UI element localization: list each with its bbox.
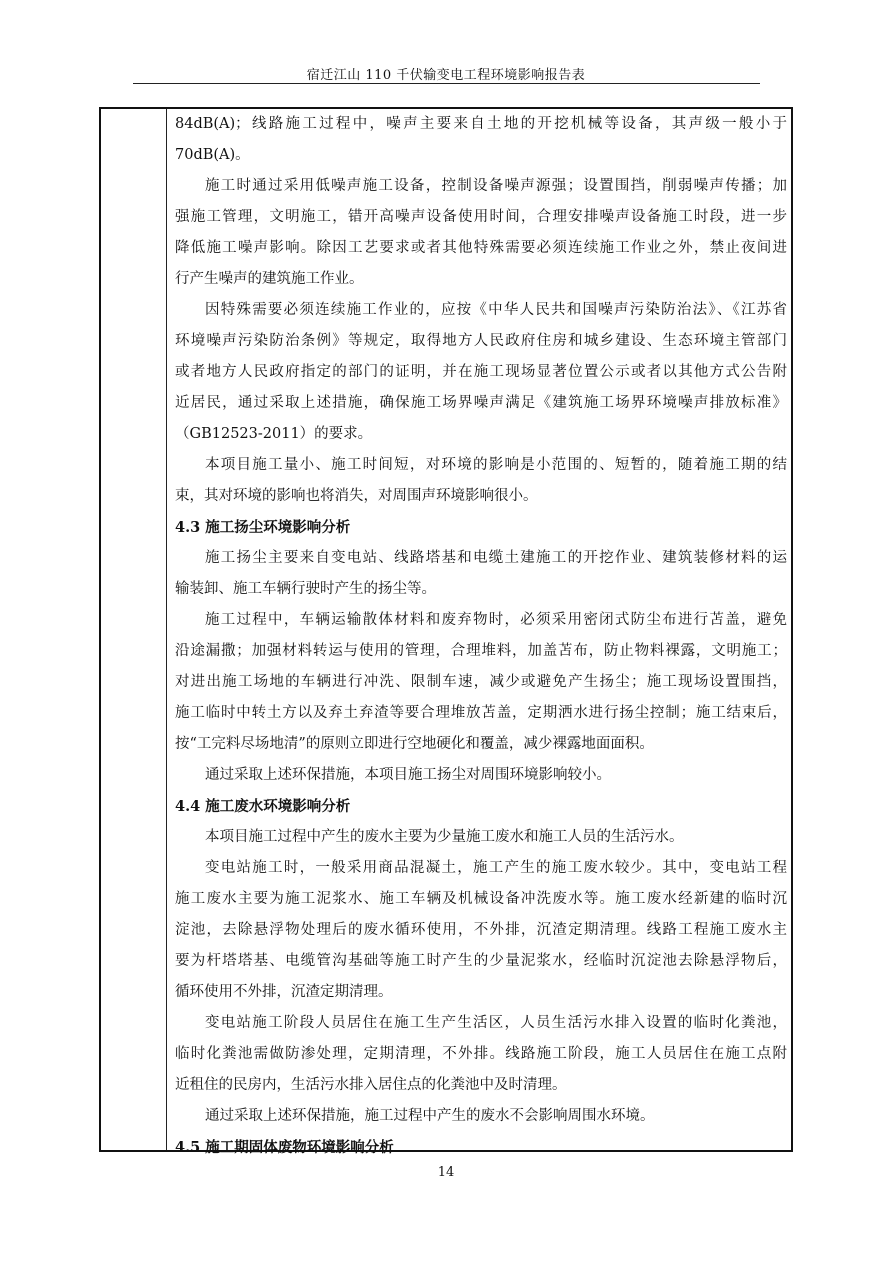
- text-line: 按“工完料尽场地清”的原则立即进行空地硬化和覆盖，减少裸露地面面积。: [175, 736, 654, 752]
- text-line: 对进出施工场地的车辆进行冲洗、限制车速，减少或避免产生扬尘；施工现场设置围挡，: [175, 674, 787, 690]
- text-line: 84dB(A)；线路施工过程中，噪声主要来自土地的开挖机械等设备，其声级一般小于: [175, 116, 787, 132]
- text-line: 近居民，通过采取上述措施，确保施工场界噪声满足《建筑施工场界环境噪声排放标准》: [175, 395, 787, 411]
- text-line: 淀池，去除悬浮物处理后的废水循环使用，不外排，沉渣定期清理。线路工程施工废水主: [175, 922, 787, 938]
- table-content-cell: [175, 109, 787, 1163]
- text-line: 输装卸、施工车辆行驶时产生的扬尘等。: [175, 581, 436, 597]
- text-line: 降低施工噪声影响。除因工艺要求或者其他特殊需要必须连续施工作业之外，禁止夜间进: [175, 240, 787, 256]
- header-rule: [133, 83, 760, 84]
- section-heading: 4.4 施工废水环境影响分析: [175, 798, 351, 815]
- text-line: 通过采取上述环保措施，施工过程中产生的废水不会影响周围水环境。: [205, 1108, 655, 1124]
- table-label-column: [101, 109, 167, 1150]
- text-line: 施工临时中转土方以及弃土弃渣等要合理堆放苫盖，定期洒水进行扬尘控制；施工结束后，: [175, 705, 787, 721]
- section-heading: 4.5 施工期固体废物环境影响分析: [175, 1139, 394, 1156]
- text-line: 要为杆塔塔基、电缆管沟基础等施工时产生的少量泥浆水，经临时沉淀池去除悬浮物后，: [175, 953, 787, 969]
- text-line: 本项目施工量小、施工时间短，对环境的影响是小范围的、短暂的，随着施工期的结: [205, 457, 787, 473]
- text-line: 束，其对环境的影响也将消失，对周围声环境影响很小。: [175, 488, 538, 504]
- text-line: 施工时通过采用低噪声施工设备，控制设备噪声源强；设置围挡，削弱噪声传播；加: [205, 178, 787, 194]
- text-line: （GB12523-2011）的要求。: [175, 426, 373, 442]
- text-line: 通过采取上述环保措施，本项目施工扬尘对周围环境影响较小。: [205, 767, 611, 783]
- text-line: 行产生噪声的建筑施工作业。: [175, 271, 364, 287]
- text-line: 循环使用不外排，沉渣定期清理。: [175, 984, 393, 1000]
- text-line: 环境噪声污染防治条例》等规定，取得地方人民政府住房和城乡建设、生态环境主管部门: [175, 333, 787, 349]
- content-table: [99, 107, 793, 1156]
- text-line: 变电站施工时，一般采用商品混凝土，施工产生的施工废水较少。其中，变电站工程: [205, 860, 787, 876]
- text-line: 强施工管理，文明施工，错开高噪声设备使用时间，合理安排噪声设备施工时段，进一步: [175, 209, 787, 225]
- text-line: 因特殊需要必须连续施工作业的，应按《中华人民共和国噪声污染防治法》、《江苏省: [205, 302, 787, 318]
- text-line: 本项目施工过程中产生的废水主要为少量施工废水和施工人员的生活污水。: [205, 829, 684, 845]
- text-line: 或者地方人民政府指定的部门的证明，并在施工现场显著位置公示或者以其他方式公告附: [175, 364, 787, 380]
- text-line: 近租住的民房内，生活污水排入居住点的化粪池中及时清理。: [175, 1077, 567, 1093]
- text-line: 施工扬尘主要来自变电站、线路塔基和电缆土建施工的开挖作业、建筑装修材料的运: [205, 550, 787, 566]
- text-line: 施工过程中，车辆运输散体材料和废弃物时，必须采用密闭式防尘布进行苫盖，避免: [205, 612, 787, 628]
- text-line: 沿途漏撒；加强材料转运与使用的管理，合理堆料，加盖苫布，防止物料裸露，文明施工；: [175, 643, 787, 659]
- page-number: 14: [437, 1165, 455, 1180]
- section-heading: 4.3 施工扬尘环境影响分析: [175, 519, 351, 536]
- text-line: 变电站施工阶段人员居住在施工生产生活区，人员生活污水排入设置的临时化粪池，: [205, 1015, 787, 1031]
- text-line: 临时化粪池需做防渗处理，定期清理，不外排。线路施工阶段，施工人员居住在施工点附: [175, 1046, 787, 1062]
- page-header-title: 宿迁江山 110 千伏输变电工程环境影响报告表: [306, 68, 586, 83]
- text-line: 70dB(A)。: [175, 147, 250, 163]
- text-line: 施工废水主要为施工泥浆水、施工车辆及机械设备冲洗废水等。施工废水经新建的临时沉: [175, 891, 787, 907]
